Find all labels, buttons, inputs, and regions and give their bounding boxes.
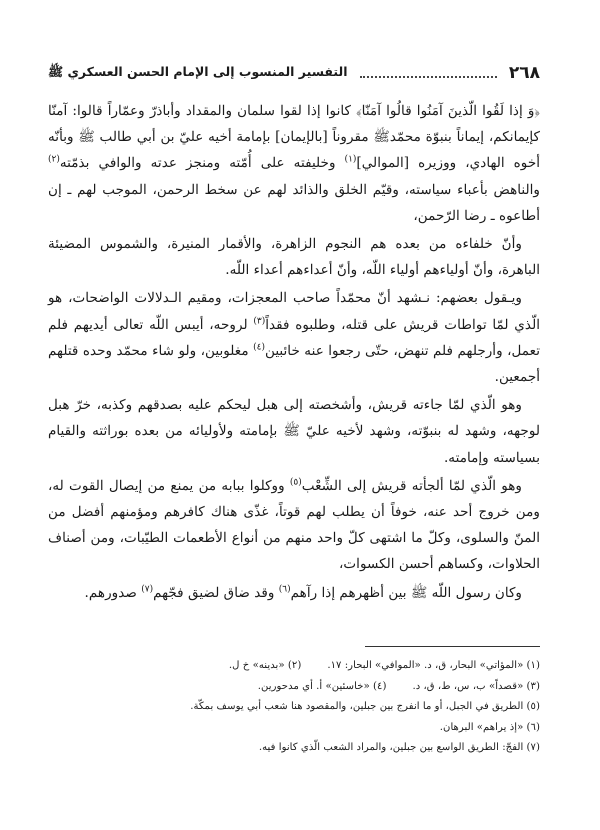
footnote-4: (٤) «خاسئين» أ. أي مدحورين. xyxy=(257,680,387,692)
paragraph-6-text: وكان رسول اللّه ﷺ بين أظهرهم إذا رآهم xyxy=(290,584,522,601)
page-header xyxy=(48,62,540,84)
header-dotted-rule xyxy=(360,68,497,78)
paragraph-3 xyxy=(48,285,540,390)
paragraph-1-text-c: والناهض بأعباء سياسته، وقيّم الخلق والذائد لهم عن سخط الرحمن، الموجب لهم ـ إن أطاعوه ـ رضا الرّحمن، xyxy=(48,181,540,224)
footnote-ref-4: (٤) xyxy=(253,342,265,353)
paragraph-6-text-c: صدورهم. xyxy=(84,584,142,601)
paragraph-4: وهو الّذي لمّا جاءته قريش، وأشخصته إلى هبل ليحكم عليه بصدقهم وكذبه، خرّ هبل لوجهه، وشهد له بنبوّته، وشهد لأخيه عليّ ﷺ بإمامته ولأوليائه من بعده بوراثته والقيام بسياسته وإمامته. xyxy=(48,397,540,466)
footnotes xyxy=(48,656,540,759)
paragraph-6 xyxy=(48,580,540,606)
paragraph-1 xyxy=(48,98,540,229)
running-title: التفسير المنسوب إلى الإمام الحسن العسكري ﷺ xyxy=(48,63,348,79)
footnote-ref-3: (٣) xyxy=(253,316,266,327)
footnote-divider xyxy=(365,646,540,647)
paragraph-1-text-b: وخليفته على أُمّته ومنجز عدته والوافي بذمّته xyxy=(59,155,345,172)
paragraph-2: وأنّ خلفاءه من بعده هم النجوم الزاهرة، والأقمار المنيرة، والشموس المضيئة الباهرة، وأنّ أولياءهم أولياء اللّه، وأنّ أعداءهم أعداء اللّه. xyxy=(48,236,540,279)
footnote-7: (٧) الفجّ: الطريق الواسع بين جبلين، والمراد الشعب الّذي كانوا فيه. xyxy=(258,742,540,753)
footnote-2: (٢) «بدينه» خ ل. xyxy=(228,660,302,671)
footnote-6: (٦) «إذ يراهم» البرهان. xyxy=(439,721,540,733)
paragraph-6-text-b: وقد ضاق لضيق فجّهم xyxy=(153,584,279,601)
paragraph-5 xyxy=(48,473,540,578)
page-number: ٢٦٨ xyxy=(508,63,540,83)
footnote-ref-2: (٢) xyxy=(48,154,60,165)
paragraph-3-text-b: لروحه، أيبس اللّه تعالى أيديهم فلم تعمل، وأرجلهم فلم تنهض، حتّى رجعوا عنه خائبين xyxy=(48,316,540,359)
paragraph-5-text-b: ووكلوا ببابه من يمنع من إيصال القوت له، ومن خروج أحد عنه، خوفاً أن يطلب لهم قوتاً، غذّى هناك كافرهم ومؤمنهم أفضل من المنّ والسلوى، وكلّ ما اشتهى كلّ واحد منهم من أنواع الأطعمات الطيّبات، ومن أصناف الحلاوات، وكساهم أحسن الكسوات، xyxy=(48,477,540,573)
paragraph-3-text-c: مغلوبين، ولو شاء محمّد وحده قتلهم أجمعين. xyxy=(48,342,540,386)
footnote-3: (٣) «قصداً» ب، س، ط، ق، د. xyxy=(412,680,540,692)
paragraph-5-text: وهو الّذي لمّا ألجأته قريش إلى الشِّعْب xyxy=(301,477,522,494)
main-text xyxy=(48,98,540,608)
footnote-ref-6: (٦) xyxy=(278,584,291,595)
paragraph-1-text: ﴿وَ إذا لَقُوا الّذينَ آمَنُوا قالُوا آمَنّا﴾ كانوا إذا لقوا سلمان والمقداد وأباذرّ وعمّاراً قالوا: آمنّا كإيمانكم، إيماناً بنبوّة محمّدﷺ مقروناً [بالإيمان] بإمامة أخيه عليّ بن أبي طالب ﷺ وبأنّه أخوه الهادي، ووزيره [الموالي] xyxy=(48,103,540,172)
footnote-1: (١) «المؤاتي» البحار، ق، د. «الموافي» البحار: ١٧. xyxy=(327,660,540,671)
footnote-row xyxy=(48,656,540,677)
footnote-ref-1: (١) xyxy=(344,154,357,165)
footnote-ref-7: (٧) xyxy=(141,584,154,595)
footnote-row xyxy=(48,677,540,698)
paragraph-3-text: ويـقول بعضهم: نـشهد أنّ محمّداً صاحب المعجزات، ومقيم الـدلالات الواضحات، هو الّذي لمّا تواطات قريش على قتله، وطلبوه فقداً xyxy=(48,290,540,333)
footnote-ref-5: (٥) xyxy=(289,477,302,488)
footnote-5: (٥) الطريق في الجبل، أو ما انفرج بين جبلين، والمقصود هنا شعب أبي يوسف بمكّة. xyxy=(190,701,540,712)
